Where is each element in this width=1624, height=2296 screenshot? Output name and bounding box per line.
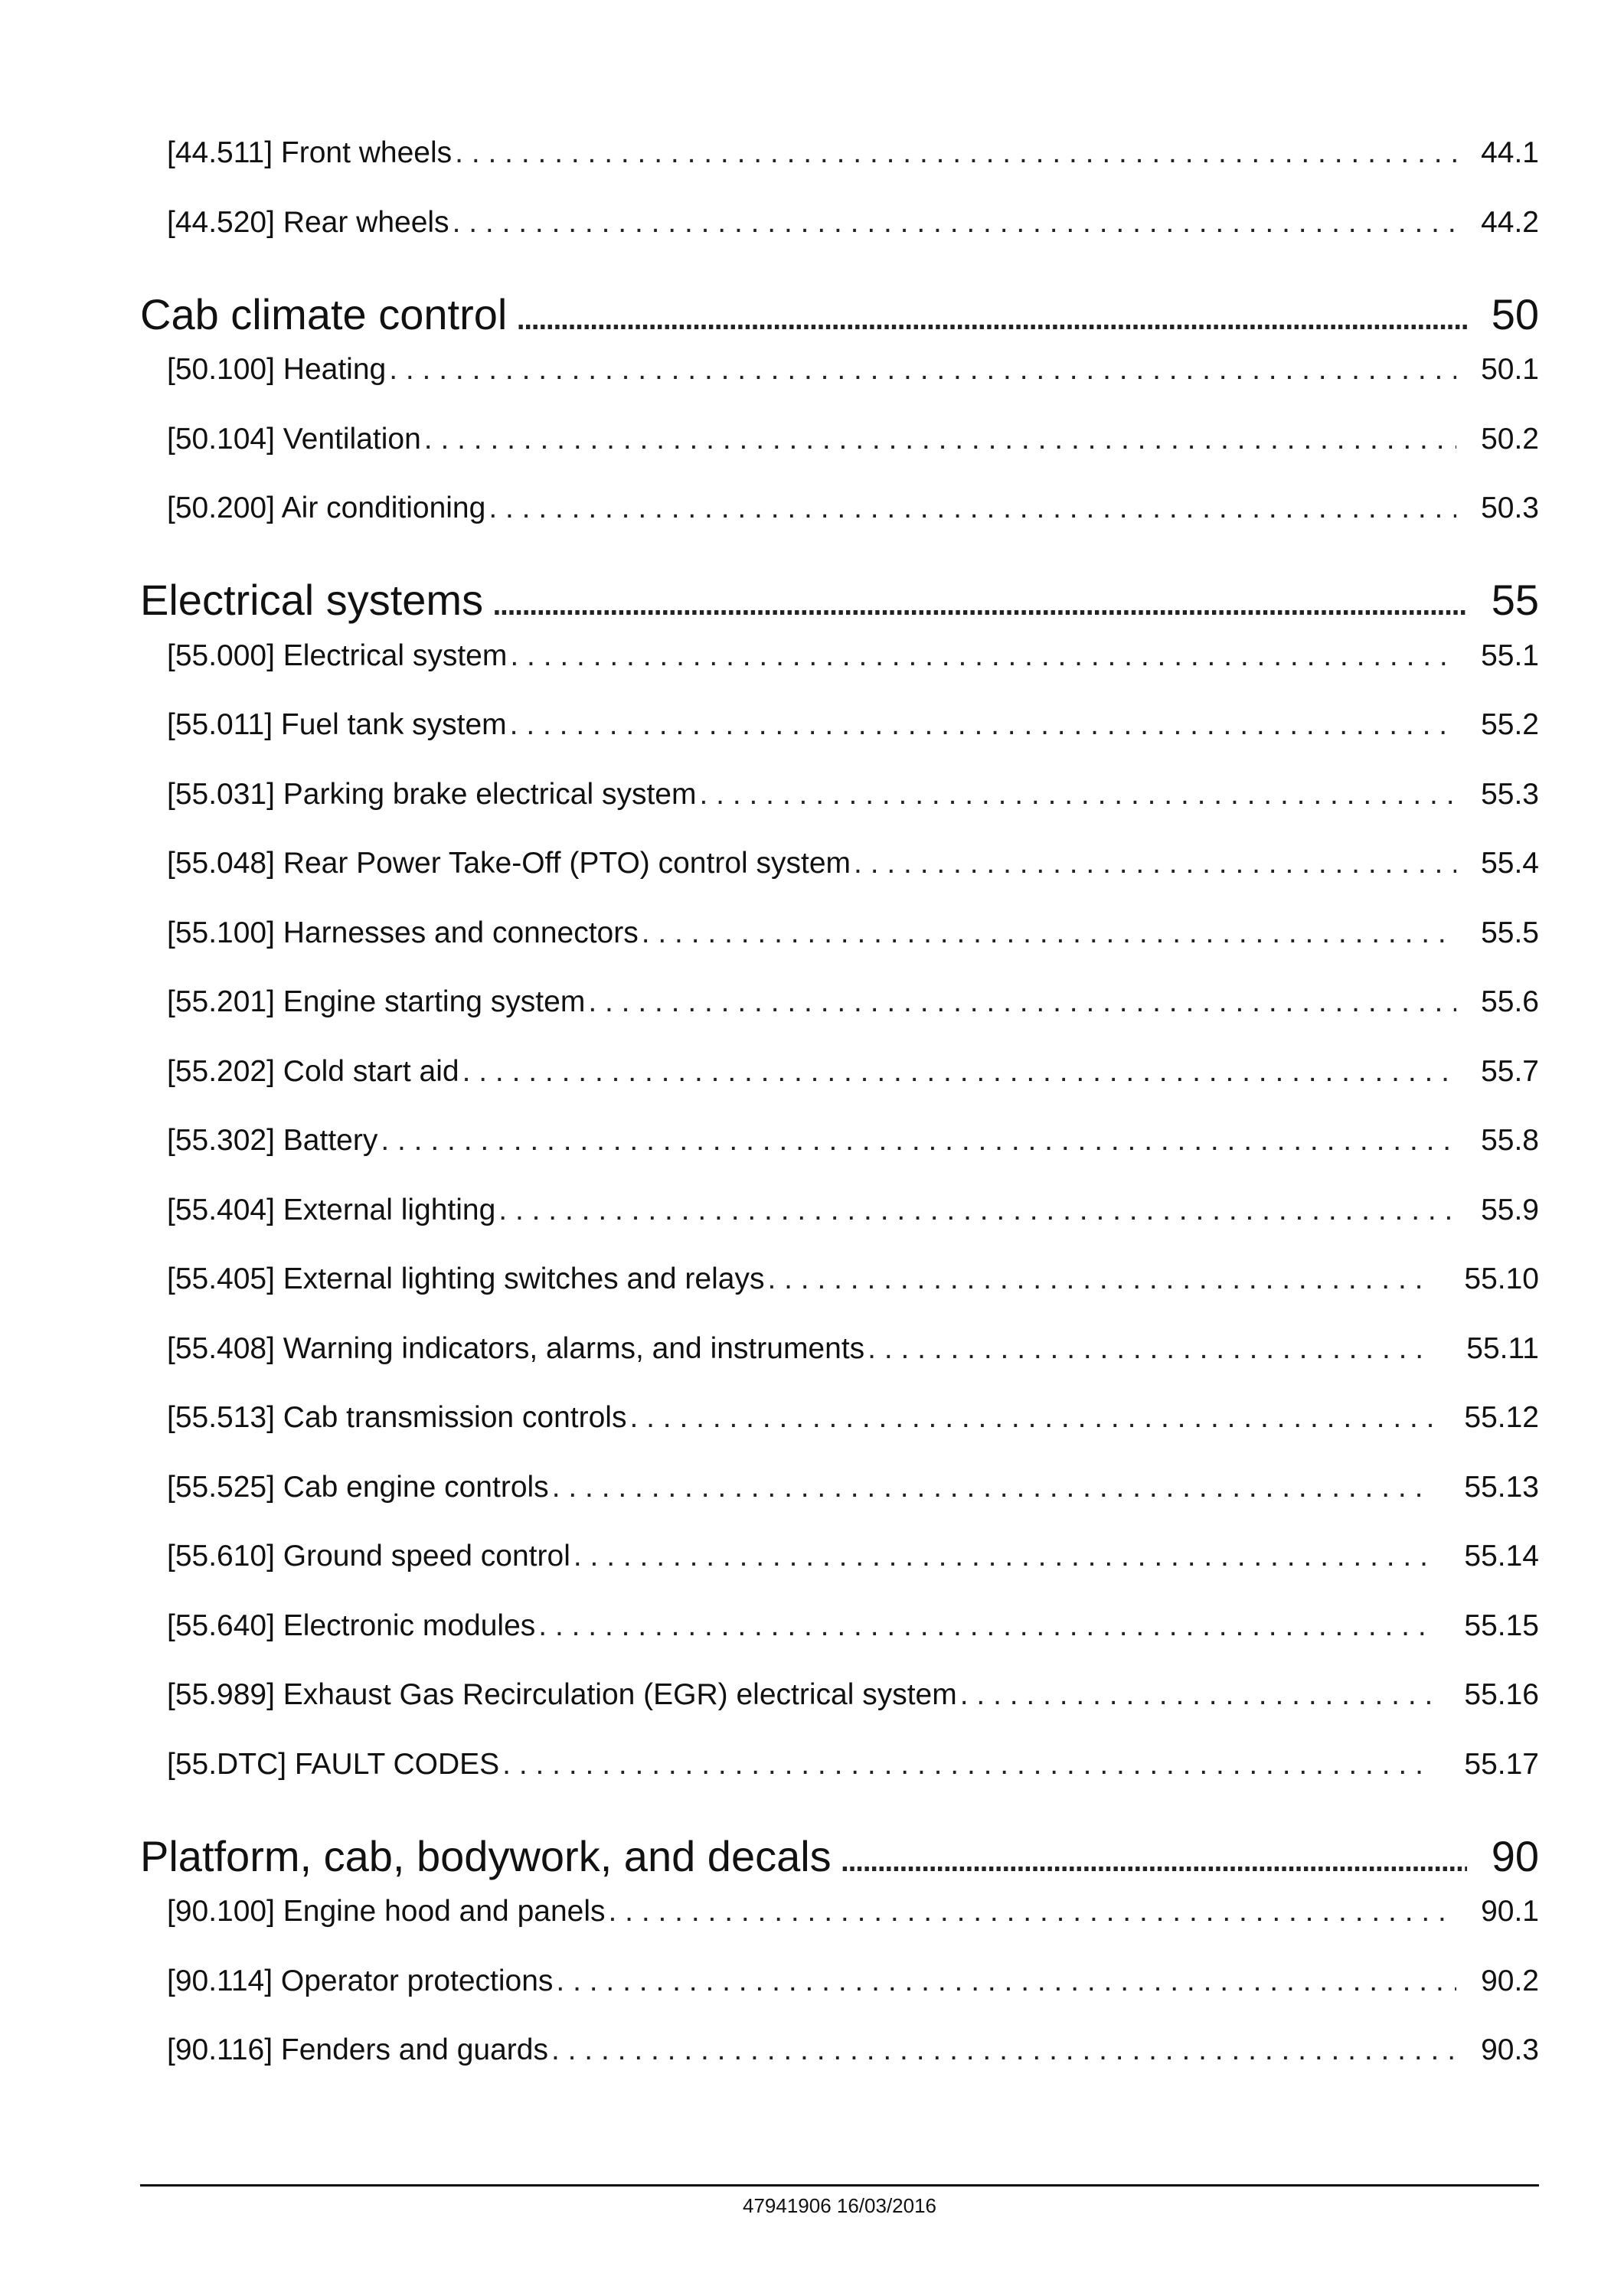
- dot-leader: [498, 1194, 1456, 1227]
- entry-title: [55.404] External lighting: [167, 1193, 496, 1226]
- entry-title: [55.DTC] FAULT CODES: [167, 1747, 500, 1781]
- entry-title: [44.511] Front wheels: [167, 136, 453, 169]
- entry-title: [55.408] Warning indicators, alarms, and instruments: [167, 1331, 865, 1365]
- toc-entry[interactable]: [140, 1401, 1539, 1471]
- page-number: 55.5: [1481, 916, 1539, 949]
- entry-title: [55.640] Electronic modules: [167, 1609, 536, 1642]
- page-number: 90.3: [1481, 2033, 1539, 2066]
- toc-entry[interactable]: [140, 778, 1539, 848]
- toc-section-heading[interactable]: [140, 275, 1539, 353]
- dot-leader: [389, 353, 1456, 387]
- section-title: Electrical systems: [140, 576, 484, 624]
- toc-entry[interactable]: [140, 1678, 1539, 1748]
- page-number: 55.9: [1481, 1193, 1539, 1226]
- dot-leader: [538, 1609, 1432, 1643]
- dot-leader: [551, 2033, 1456, 2067]
- dot-leader: [700, 778, 1457, 812]
- entry-title: [55.525] Cab engine controls: [167, 1470, 549, 1504]
- footer-divider: [140, 2184, 1539, 2187]
- page-number: 44.2: [1481, 205, 1539, 239]
- toc-entry[interactable]: [140, 492, 1539, 561]
- toc-entry[interactable]: [140, 847, 1539, 916]
- page-number: 55.15: [1464, 1609, 1539, 1642]
- dot-leader: [424, 423, 1456, 456]
- toc-entry[interactable]: [140, 2033, 1539, 2103]
- page-number: 90: [1491, 1831, 1539, 1880]
- dot-leader: [642, 916, 1456, 950]
- entry-title: [50.200] Air conditioning: [167, 492, 486, 524]
- toc-entry[interactable]: [140, 1471, 1539, 1540]
- dot-leader: [510, 708, 1456, 742]
- toc-entry[interactable]: [140, 353, 1539, 423]
- page-number: 55.12: [1464, 1401, 1539, 1434]
- dot-leader: [588, 985, 1456, 1019]
- toc-entry[interactable]: [140, 1055, 1539, 1125]
- toc-entry[interactable]: [140, 1965, 1539, 2034]
- dot-leader: [462, 1055, 1456, 1089]
- page-number: 50.3: [1481, 492, 1539, 524]
- dot-leader: [453, 206, 1456, 240]
- page-number: 55.14: [1464, 1540, 1539, 1573]
- dot-leader: [502, 1748, 1432, 1782]
- table-of-contents: [140, 136, 1539, 2103]
- dot-leader: [491, 575, 1467, 625]
- entry-title: [55.048] Rear Power Take-Off (PTO) control system: [167, 847, 851, 880]
- dot-leader: [767, 1262, 1432, 1296]
- entry-title: [50.104] Ventilation: [167, 422, 421, 456]
- toc-entry[interactable]: [140, 1748, 1539, 1818]
- dot-leader: [381, 1124, 1456, 1158]
- page-number: 55.3: [1481, 777, 1539, 811]
- entry-title: [55.989] Exhaust Gas Recirculation (EGR) electrical system: [167, 1678, 957, 1711]
- toc-entry[interactable]: [140, 423, 1539, 492]
- page-number: 50: [1491, 289, 1539, 338]
- page-number: 90.2: [1481, 1964, 1539, 1997]
- dot-leader: [629, 1401, 1432, 1435]
- dot-leader: [455, 136, 1456, 170]
- toc-section-heading[interactable]: [140, 561, 1539, 639]
- dot-leader: [510, 639, 1456, 673]
- dot-leader: [573, 1540, 1432, 1573]
- entry-title: [55.405] External lighting switches and relays: [167, 1262, 765, 1295]
- entry-title: [90.114] Operator protections: [167, 1964, 554, 1997]
- dot-leader: [609, 1895, 1457, 1929]
- toc-entry[interactable]: [140, 206, 1539, 276]
- entry-title: [90.100] Engine hood and panels: [167, 1895, 606, 1928]
- toc-entry[interactable]: [140, 639, 1539, 709]
- page-number: 55.8: [1481, 1124, 1539, 1157]
- entry-title: [55.201] Engine starting system: [167, 985, 586, 1018]
- toc-entry[interactable]: [140, 1895, 1539, 1965]
- toc-entry[interactable]: [140, 1609, 1539, 1679]
- entry-title: [55.302] Battery: [167, 1124, 378, 1157]
- toc-entry[interactable]: [140, 136, 1539, 206]
- dot-leader: [552, 1471, 1432, 1504]
- dot-leader: [868, 1332, 1432, 1366]
- page-number: 55.13: [1464, 1470, 1539, 1504]
- toc-entry[interactable]: [140, 1124, 1539, 1194]
- toc-entry[interactable]: [140, 1540, 1539, 1609]
- toc-entry[interactable]: [140, 985, 1539, 1055]
- section-title: Cab climate control: [140, 289, 508, 338]
- page-number: 55.1: [1481, 639, 1539, 672]
- page-number: 55.11: [1466, 1331, 1539, 1365]
- dot-leader: [489, 492, 1456, 525]
- entry-title: [55.000] Electrical system: [167, 639, 508, 672]
- dot-leader: [854, 847, 1456, 880]
- page-number: 44.1: [1481, 136, 1539, 169]
- dot-leader: [556, 1965, 1456, 1998]
- toc-entry[interactable]: [140, 916, 1539, 986]
- page-number: 55.4: [1481, 847, 1539, 880]
- entry-title: [44.520] Rear wheels: [167, 205, 449, 239]
- page-number: 50.2: [1481, 422, 1539, 456]
- page-number: 55.10: [1464, 1262, 1539, 1295]
- page-number: 55: [1491, 576, 1539, 624]
- entry-title: [55.011] Fuel tank system: [167, 708, 507, 741]
- entry-title: [55.100] Harnesses and connectors: [167, 916, 639, 949]
- dot-leader: [515, 289, 1467, 339]
- entry-title: [55.513] Cab transmission controls: [167, 1401, 627, 1434]
- entry-title: [55.202] Cold start aid: [167, 1054, 459, 1088]
- dot-leader: [960, 1678, 1432, 1712]
- page-number: 50.1: [1481, 353, 1539, 386]
- entry-title: [55.610] Ground speed control: [167, 1540, 570, 1573]
- page-number: 55.2: [1481, 708, 1539, 741]
- page-number: 90.1: [1481, 1895, 1539, 1928]
- toc-entry[interactable]: [140, 1262, 1539, 1332]
- entry-title: [50.100] Heating: [167, 353, 387, 386]
- toc-entry[interactable]: [140, 1194, 1539, 1263]
- page-number: 55.7: [1481, 1054, 1539, 1088]
- page-number: 55.17: [1464, 1747, 1539, 1781]
- page-number: 55.16: [1464, 1678, 1539, 1711]
- footer-document-id: 47941906 16/03/2016: [742, 2194, 937, 2217]
- entry-title: [90.116] Fenders and guards: [167, 2033, 548, 2066]
- page-number: 55.6: [1481, 985, 1539, 1018]
- dot-leader: [839, 1831, 1467, 1881]
- toc-entry[interactable]: [140, 708, 1539, 778]
- toc-entry[interactable]: [140, 1332, 1539, 1402]
- entry-title: [55.031] Parking brake electrical system: [167, 777, 697, 811]
- section-title: Platform, cab, bodywork, and decals: [140, 1831, 832, 1880]
- toc-section-heading[interactable]: [140, 1817, 1539, 1895]
